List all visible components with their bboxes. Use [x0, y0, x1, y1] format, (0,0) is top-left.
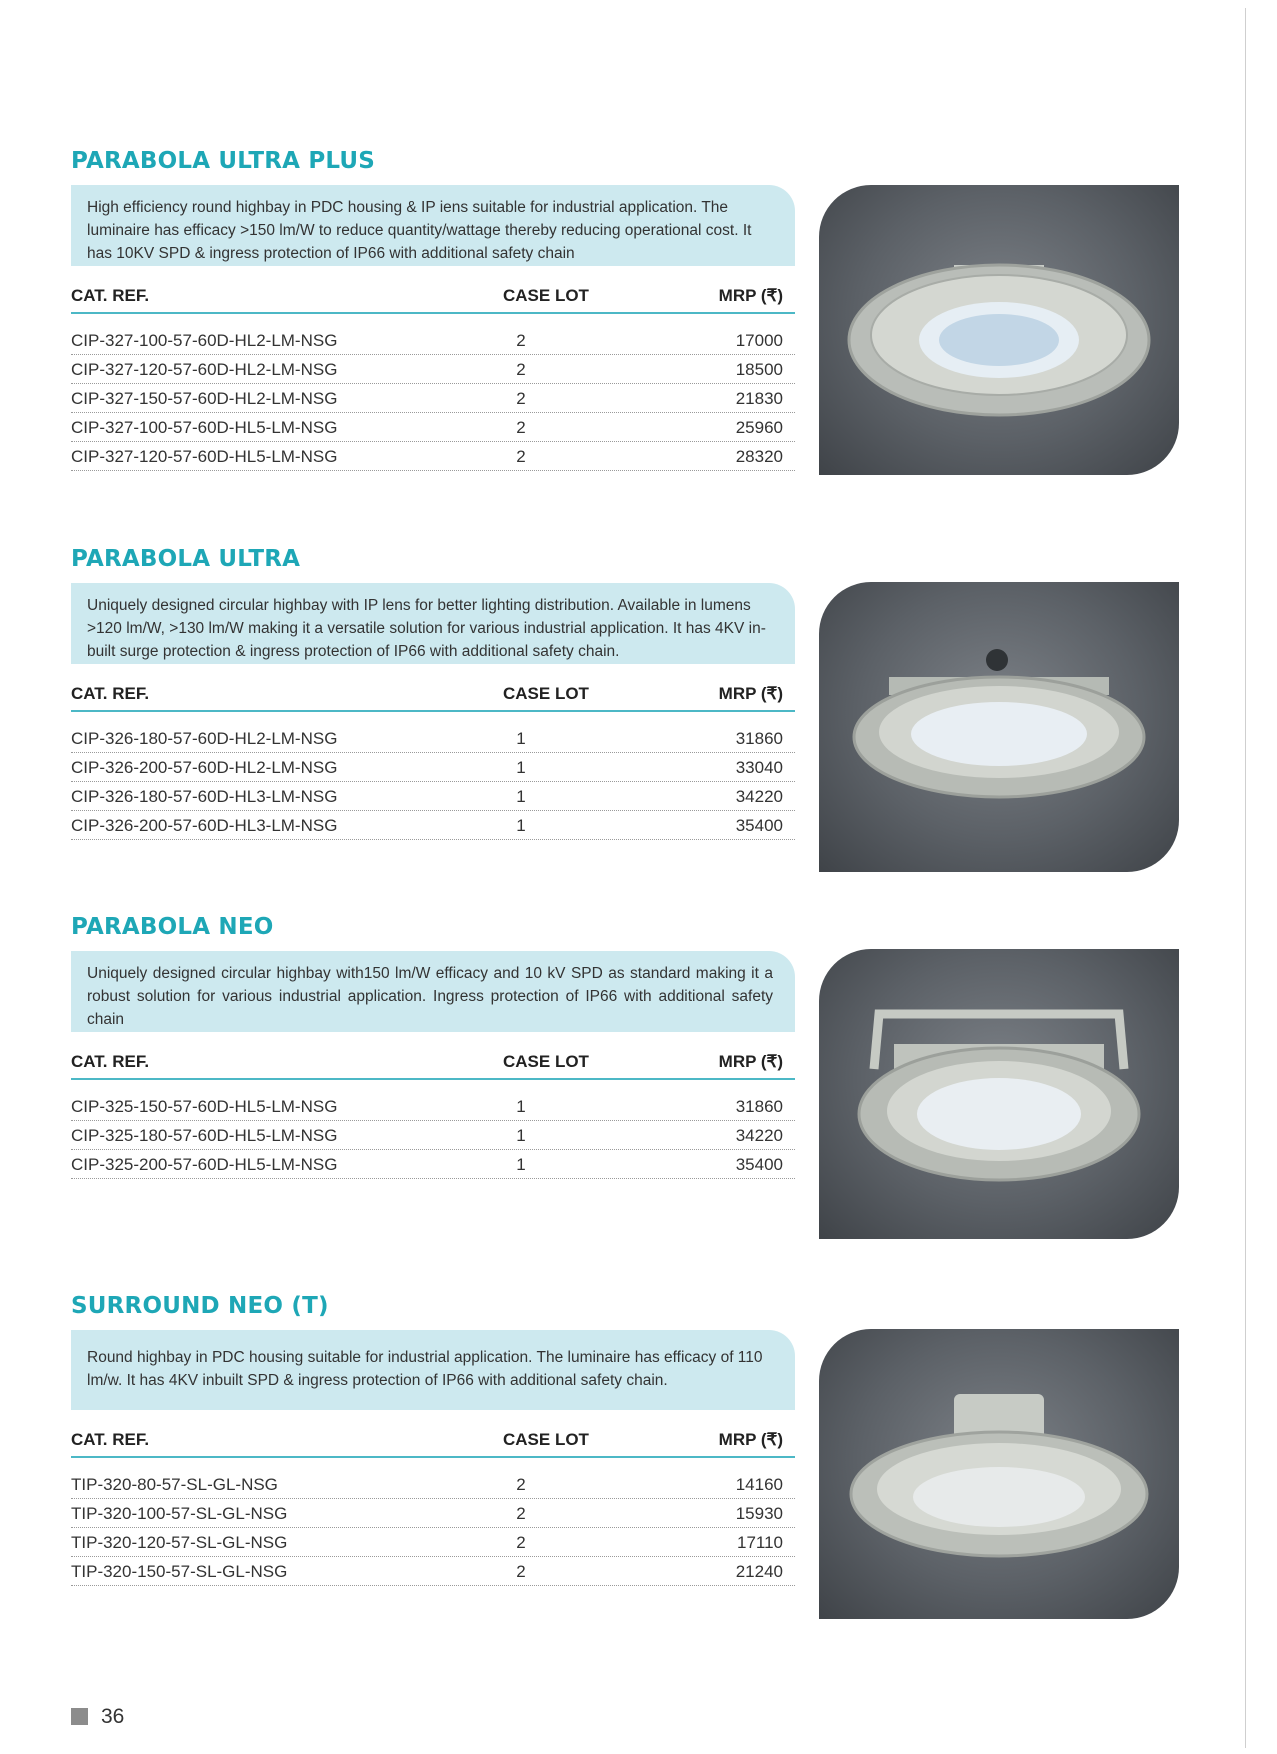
cell-case-lot: 2 [516, 1562, 526, 1581]
cell-cat-ref: TIP-320-120-57-SL-GL-NSG [71, 1533, 288, 1552]
highbay-light-icon [819, 949, 1179, 1239]
header-mrp: MRP (₹) [718, 1430, 783, 1449]
table-header [71, 680, 795, 712]
cell-case-lot: 2 [516, 1475, 526, 1494]
cell-mrp: 35400 [735, 1155, 783, 1174]
table-body [71, 1092, 795, 1179]
cell-mrp: 15930 [735, 1504, 783, 1523]
cell-mrp: 17110 [736, 1533, 783, 1552]
cell-mrp: 17000 [735, 331, 783, 350]
header-mrp: MRP (₹) [718, 1052, 783, 1071]
header-cat-ref: CAT. REF. [71, 1430, 150, 1449]
table-row [71, 782, 795, 811]
cell-mrp: 35400 [735, 816, 783, 835]
section-description: Uniquely designed circular highbay with IP lens for better lighting distribution. Available in lumens >120 lm/W, >130 lm/W making it a versatile solution for various industrial application. It has 4KV in-built surge protection & ingress protection of IP66 with additional safety chain. [71, 583, 795, 664]
cell-cat-ref: CIP-327-100-57-60D-HL5-LM-NSG [71, 418, 338, 437]
table-row [71, 1092, 795, 1121]
cell-cat-ref: CIP-325-180-57-60D-HL5-LM-NSG [71, 1126, 338, 1145]
cell-mrp: 34220 [735, 1126, 783, 1145]
table-row [71, 753, 795, 782]
page-number: 36 [101, 1705, 125, 1728]
section-description: High efficiency round highbay in PDC housing & IP iens suitable for industrial application. The luminaire has efficacy >150 lm/W to reduce quantity/wattage thereby reducing operational cost. It has 10KV SPD & ingress protection of IP66 with additional safety chain [71, 185, 795, 266]
cell-mrp: 18500 [735, 360, 783, 379]
cell-mrp: 21240 [735, 1562, 783, 1581]
cell-case-lot: 1 [516, 729, 526, 748]
section-title: PARABOLA ULTRA PLUS [71, 148, 376, 174]
cell-case-lot: 1 [516, 787, 526, 806]
cell-mrp: 34220 [735, 787, 783, 806]
table-body [71, 724, 795, 840]
cell-case-lot: 2 [516, 418, 526, 437]
cell-cat-ref: CIP-327-100-57-60D-HL2-LM-NSG [71, 331, 338, 350]
table-header [71, 282, 795, 314]
cell-mrp: 28320 [735, 447, 783, 466]
cell-case-lot: 1 [516, 1155, 526, 1174]
table-row [71, 384, 795, 413]
cell-case-lot: 1 [516, 1097, 526, 1116]
table-row [71, 1150, 795, 1179]
header-case-lot: CASE LOT [503, 1430, 589, 1449]
section-description: Uniquely designed circular highbay with150 lm/W efficacy and 10 kV SPD as standard making it a robust solution for various industrial application. Ingress protection of IP66 with additional safety chain [71, 951, 795, 1032]
cell-cat-ref: CIP-325-200-57-60D-HL5-LM-NSG [71, 1155, 338, 1174]
table-row [71, 442, 795, 471]
highbay-light-icon [819, 1329, 1179, 1619]
header-case-lot: CASE LOT [503, 684, 589, 703]
cell-case-lot: 2 [516, 1504, 526, 1523]
section-title: SURROUND NEO (T) [71, 1293, 329, 1319]
table-header [71, 1048, 795, 1080]
product-photo-parabola-neo [819, 949, 1179, 1239]
header-cat-ref: CAT. REF. [71, 684, 150, 703]
cell-mrp: 25960 [735, 418, 783, 437]
cell-cat-ref: CIP-326-180-57-60D-HL3-LM-NSG [71, 787, 338, 806]
cell-case-lot: 2 [516, 389, 526, 408]
table-row [71, 1528, 795, 1557]
page-edge-line [1245, 8, 1246, 1748]
table-row [71, 413, 795, 442]
table-row [71, 724, 795, 753]
cell-cat-ref: TIP-320-80-57-SL-GL-NSG [71, 1475, 278, 1494]
table-row [71, 811, 795, 840]
cell-cat-ref: CIP-325-150-57-60D-HL5-LM-NSG [71, 1097, 338, 1116]
header-cat-ref: CAT. REF. [71, 286, 150, 305]
highbay-light-icon [819, 582, 1179, 872]
cell-cat-ref: CIP-327-120-57-60D-HL5-LM-NSG [71, 447, 338, 466]
product-photo-surround-neo-t [819, 1329, 1179, 1619]
cell-case-lot: 1 [516, 1126, 526, 1145]
table-header [71, 1426, 795, 1458]
cell-mrp: 31860 [735, 729, 783, 748]
cell-cat-ref: CIP-326-180-57-60D-HL2-LM-NSG [71, 729, 338, 748]
product-photo-parabola-ultra-plus [819, 185, 1179, 475]
cell-case-lot: 2 [516, 360, 526, 379]
highbay-light-icon [819, 185, 1179, 475]
header-case-lot: CASE LOT [503, 1052, 589, 1071]
table-row [71, 1499, 795, 1528]
table-row [71, 355, 795, 384]
cell-cat-ref: TIP-320-100-57-SL-GL-NSG [71, 1504, 288, 1523]
cell-mrp: 21830 [735, 389, 783, 408]
table-body [71, 326, 795, 471]
footer-marker [71, 1708, 88, 1725]
cell-mrp: 33040 [735, 758, 783, 777]
header-cat-ref: CAT. REF. [71, 1052, 150, 1071]
header-mrp: MRP (₹) [718, 286, 783, 305]
table-row [71, 1121, 795, 1150]
table-row [71, 326, 795, 355]
cell-cat-ref: TIP-320-150-57-SL-GL-NSG [71, 1562, 288, 1581]
cell-case-lot: 2 [516, 447, 526, 466]
cell-case-lot: 2 [516, 331, 526, 350]
cell-case-lot: 1 [516, 758, 526, 777]
cell-cat-ref: CIP-327-120-57-60D-HL2-LM-NSG [71, 360, 338, 379]
section-title: PARABOLA NEO [71, 914, 274, 940]
header-mrp: MRP (₹) [718, 684, 783, 703]
cell-case-lot: 2 [516, 1533, 526, 1552]
product-photo-parabola-ultra [819, 582, 1179, 872]
table-row [71, 1470, 795, 1499]
header-case-lot: CASE LOT [503, 286, 589, 305]
cell-cat-ref: CIP-327-150-57-60D-HL2-LM-NSG [71, 389, 338, 408]
section-description: Round highbay in PDC housing suitable for industrial application. The luminaire has efficacy of 110 lm/w. It has 4KV inbuilt SPD & ingress protection of IP66 with additional safety chain. [71, 1330, 795, 1410]
table-body [71, 1470, 795, 1586]
cell-case-lot: 1 [516, 816, 526, 835]
section-title: PARABOLA ULTRA [71, 546, 301, 572]
table-row [71, 1557, 795, 1586]
cell-cat-ref: CIP-326-200-57-60D-HL2-LM-NSG [71, 758, 338, 777]
cell-mrp: 31860 [735, 1097, 783, 1116]
cell-mrp: 14160 [735, 1475, 783, 1494]
cell-cat-ref: CIP-326-200-57-60D-HL3-LM-NSG [71, 816, 338, 835]
